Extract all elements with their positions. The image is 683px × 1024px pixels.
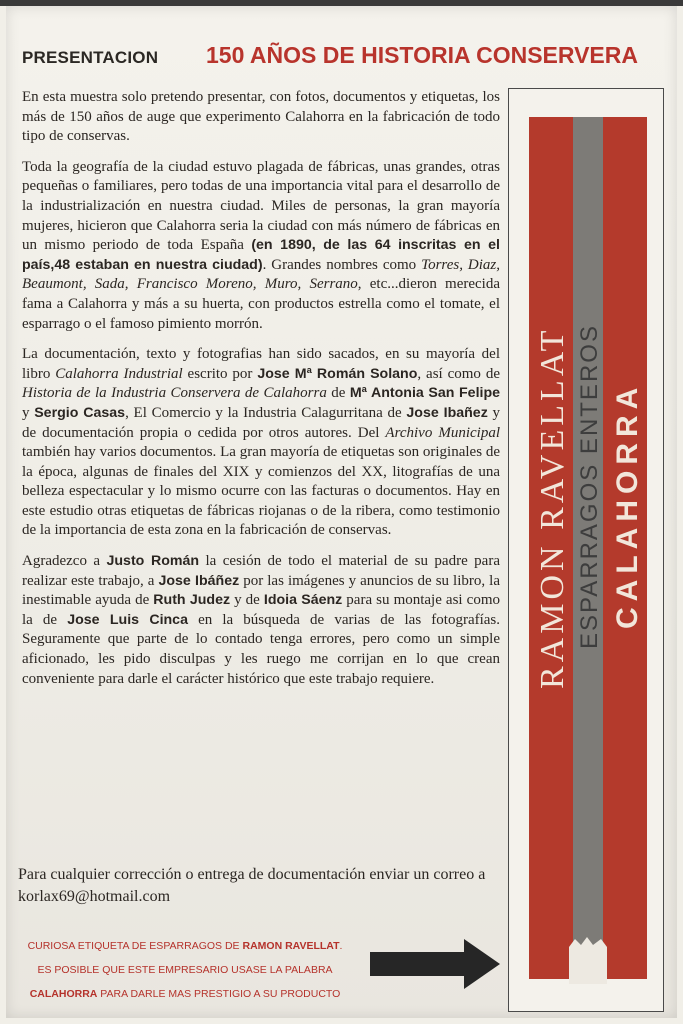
header [18, 40, 668, 80]
paragraph-geography [22, 158, 500, 334]
caption-text: CURIOSA ETIQUETA DE ESPARRAGOS DE [27, 940, 243, 952]
text-run: y [22, 404, 35, 421]
asparagus-label-image [508, 88, 664, 1012]
text-run-bold: Justo Román [106, 553, 200, 570]
contact-note: Para cualquier corrección o entrega de documentación enviar un correo a korlax69@hotmail.com [18, 866, 486, 905]
text-run-italic: Historia de la Industria Conservera de Calahorra [22, 385, 327, 402]
text-run-bold: Ruth Judez [153, 592, 231, 609]
text-run: y de [230, 592, 264, 609]
caption-line-2: ES POSIBLE QUE ESTE EMPRESARIO USASE LA PALABRA [37, 964, 333, 976]
text-run: para su montaje asi como la de [22, 592, 500, 628]
caption-line-1 [0, 934, 370, 958]
text-run-bold: Jose Ibáñez [158, 572, 240, 589]
text-run-bold: (en 1890, de las 64 inscritas en el país,48 estaban en nuestra ciudad) [22, 237, 500, 273]
caption-line-3 [0, 982, 370, 1006]
page-title: 150 AÑOS DE HISTORIA CONSERVERA [206, 42, 638, 68]
section-label: PRESENTACION [22, 48, 159, 67]
label-artwork [509, 89, 663, 1011]
text-run-bold: Idoia Sáenz [263, 592, 343, 609]
text-run-bold: Jose Luis Cinca [67, 611, 188, 628]
text-run-bold: Jose Mª Román Solano [257, 365, 418, 382]
caption-text: PARA DARLE MAS PRESTIGIO A SU PRODUCTO [97, 988, 341, 1000]
text-run: , así como de [417, 365, 500, 382]
text-run-bold: Jose Ibañez [406, 404, 488, 421]
text-run: , El Comercio y la Industria Calagurritana de [125, 404, 407, 421]
caption-brand: RAMON RAVELLAT [242, 940, 340, 952]
label-torn-edge [569, 937, 607, 984]
paragraph-sources [22, 345, 500, 541]
label-text-esparragos-enteros: ESPARRAGOS ENTEROS [576, 324, 603, 649]
text-run-bold: Sergio Casas [34, 404, 126, 421]
label-text-calahorra: CALAHORRA [611, 381, 644, 629]
text-run: escrito por [182, 365, 258, 382]
paragraph-intro: En esta muestra solo pretendo presentar, con fotos, documentos y etiquetas, los más de 150 años de auge que experimento Calahorra en la fabricación de todo tipo de conservas. [22, 89, 500, 145]
label-caption [0, 934, 370, 1006]
caption-text: . [339, 940, 343, 952]
text-run: también hay varios documentos. La gran mayoría de etiquetas son originales de la época, algunas de finales del XIX y comienzos del XX, litografías de una belleza espectacular y lo mismo ocurre con las facturas o documentos. Hay en este estudio otras etiquetas de fábricas riojanas o de la ribera, como testimonio de la importancia de esta zona en la fabricación de conservas. [22, 444, 500, 539]
right-arrow-icon [368, 936, 502, 992]
text-run: en la búsqueda de varias de las fotografías. Seguramente que parte de lo contado tenga errores, pero como un simple aficionado, les pido disculpas y les ruego me corrijan en lo que crean conveniente para darle el carácter histórico que este trabajo requiere. [22, 611, 501, 687]
body-text [22, 88, 500, 700]
text-run-italic: Archivo Municipal [385, 424, 500, 441]
text-run-bold: Mª Antonia San Felipe [349, 385, 501, 402]
text-run: , etc...dieron merecida fama a Calahorra y más a su huerta, con productos estrella como el tomate, el esparrago o el famoso pimiento morrón. [22, 276, 501, 332]
text-run: La documentación, texto y fotografias han sido sacados, en su mayoría del libro [22, 346, 500, 382]
caption-place: CALAHORRA [29, 988, 98, 1000]
label-text-ramon-ravellat: RAMON RAVELLAT [534, 326, 571, 689]
text-run: y de documentación propia o cedida por otros autores. Del [22, 404, 501, 441]
text-run-italic: Torres, Diaz, Beaumont, Sada, Francisco Moreno, Muro, Serrano [22, 256, 500, 293]
text-run: Agradezco a [22, 553, 107, 570]
text-run: por las imágenes y anuncios de su libro, la inestimable ayuda de [22, 572, 500, 609]
paragraph-thanks [22, 552, 500, 689]
text-run: de [326, 385, 350, 402]
text-run: la cesión de todo el material de su padre para realizar este trabajo, a [22, 553, 500, 589]
text-run-italic: Calahorra Industrial [55, 365, 183, 382]
text-run: . Grandes nombres como [262, 256, 422, 273]
text-run: Toda la geografía de la ciudad estuvo plagada de fábricas, unas grandes, otras pequeñas o familiares, pero todas de una importancia vital para el desarrollo de la industrialización en nuestra ciudad. Miles de personas, la gran mayoría mujeres, hicieron que Calahorra seria la ciudad con más número de fábricas en un mismo periodo de toda España [22, 158, 500, 254]
